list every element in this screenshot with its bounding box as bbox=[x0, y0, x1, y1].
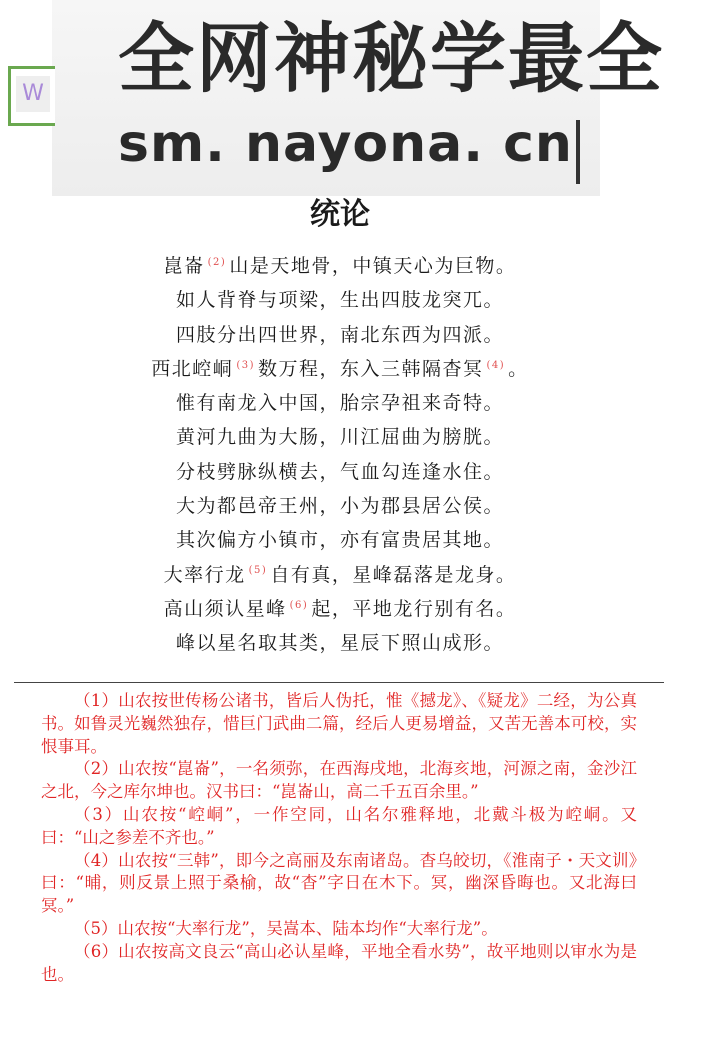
footnotes bbox=[41, 690, 637, 986]
poem-text: 高山须认星峰 bbox=[163, 597, 287, 620]
poem-text: 其次偏方小镇市，亦有富贵居其地。 bbox=[175, 529, 504, 552]
poem-line bbox=[0, 626, 680, 660]
poem-line bbox=[0, 489, 680, 523]
poem-text: 分枝劈脉纵横去，气血勾连逢水住。 bbox=[175, 460, 504, 483]
poem-line bbox=[0, 352, 680, 386]
poem-text: 。 bbox=[508, 357, 529, 380]
poem-text: 惟有南龙入中国，胎宗孕祖来奇特。 bbox=[175, 392, 504, 415]
footnote-ref: (5) bbox=[248, 565, 268, 577]
poem-text: 崑崙 bbox=[163, 255, 205, 277]
poem-text: 西北崆峒 bbox=[151, 357, 234, 380]
footnote-ref: (4) bbox=[486, 359, 506, 371]
watermark-line-1: 全网神秘学最全 bbox=[118, 14, 664, 103]
poem-text: 山是天地骨，中镇天心为巨物。 bbox=[229, 255, 517, 277]
poem-text: 大率行龙 bbox=[163, 563, 246, 586]
poem-text: 四肢分出四世界，南北东西为四派。 bbox=[175, 323, 504, 346]
poem-line bbox=[0, 283, 680, 317]
watermark-line-2: sm. nayona. cn bbox=[118, 114, 573, 174]
poem-line bbox=[0, 558, 680, 592]
footnote-2: （2）山农按“崑崙”，一名须弥，在西海戌地，北海亥地，河源之南，金沙江之北，今之库尔坤也。汉书曰：“崑崙山，高二千五百余里。” bbox=[41, 759, 637, 802]
footnote-6: （6）山农按高文良云“高山必认星峰，平地全看水势”，故平地则以审水为是也。 bbox=[41, 941, 637, 984]
poem-body bbox=[0, 249, 680, 661]
poem-line bbox=[0, 592, 680, 626]
poem-text: 如人背脊与项梁，生出四肢龙突兀。 bbox=[175, 289, 504, 312]
footnote-4: （4）山农按“三韩”，即今之高丽及东南诸岛。杳乌皎切，《淮南子・天文训》曰：“晡，则反景上照于桑榆，故“杳”字日在木下。冥，幽深昏晦也。又北海曰冥。” bbox=[41, 850, 637, 916]
footnote-ref: (6) bbox=[289, 599, 309, 611]
corner-logo-icon: W bbox=[16, 76, 50, 112]
footnote-5: （5）山农按“大率行龙”，吴嵩本、陆本均作“大率行龙”。 bbox=[74, 918, 498, 938]
page-title: 统论 bbox=[310, 197, 370, 232]
poem-text: 数万程，东入三韩隔杳冥 bbox=[257, 357, 484, 380]
footnote-ref: (2) bbox=[207, 256, 227, 268]
text-cursor bbox=[576, 120, 580, 184]
poem-line bbox=[0, 249, 680, 283]
footnote-1: （1）山农按世传杨公诸书，皆后人伪托，惟《撼龙》、《疑龙》二经，为公真书。如鲁灵光巍然独存，惜巨门武曲二篇，经后人更易增益，又苦无善本可校，实恨事耳。 bbox=[41, 691, 637, 756]
poem-line bbox=[0, 455, 680, 489]
watermark-banner bbox=[52, 0, 664, 196]
footnote-ref: (3) bbox=[236, 359, 255, 371]
poem-text: 起，平地龙行别有名。 bbox=[311, 597, 517, 620]
poem-line bbox=[0, 420, 680, 454]
footnote-divider bbox=[14, 682, 664, 683]
poem-text: 大为都邑帝王州，小为郡县居公侯。 bbox=[175, 495, 504, 518]
poem-text: 峰以星名取其类，星辰下照山成形。 bbox=[175, 632, 504, 655]
footnote-3: （3）山农按“崆峒”，一作空同，山名尔雅释地，北戴斗极为崆峒。又曰：“山之参差不齐也。” bbox=[41, 804, 637, 847]
poem-line bbox=[0, 318, 680, 352]
poem-line bbox=[0, 523, 680, 557]
poem-line bbox=[0, 386, 680, 420]
poem-text: 自有真，星峰磊落是龙身。 bbox=[270, 563, 517, 586]
poem-text: 黄河九曲为大肠，川江屈曲为膀胱。 bbox=[175, 426, 504, 449]
